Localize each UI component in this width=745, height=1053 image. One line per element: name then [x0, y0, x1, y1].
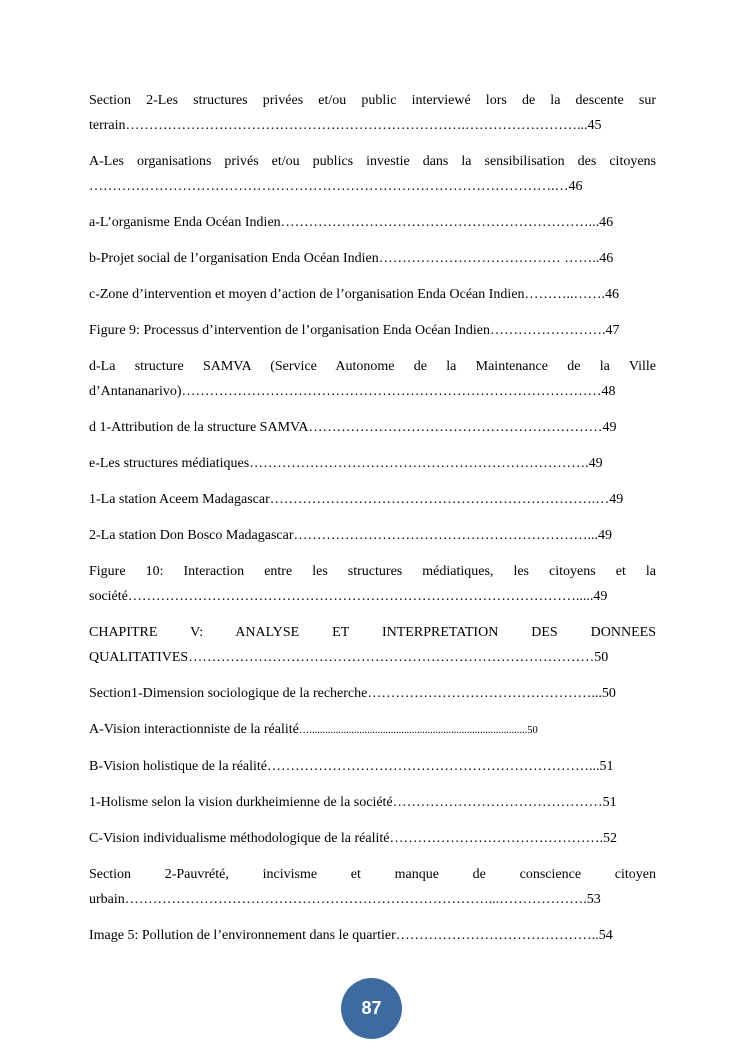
- toc-entry-holisme: 1-Holisme selon la vision durkheimienne de la société………………………………………51: [89, 795, 617, 810]
- toc-entry-vision-interactionniste: [89, 717, 656, 743]
- toc-entry-figure-9: Figure 9: Processus d’intervention de l’organisation Enda Océan Indien…………………….47: [89, 323, 620, 338]
- toc-entry-samva: [89, 354, 656, 404]
- page-number: 87: [361, 998, 382, 1018]
- toc-entry-line1: Section 2-Les structures privées et/ou public interviewé lors de la descente sur: [89, 93, 656, 108]
- toc-entry-individualisme: C-Vision individualisme méthodologique de la réalité……………………………………….52: [89, 831, 617, 846]
- toc-entry-zone-intervention: c-Zone d’intervention et moyen d’action de l’organisation Enda Océan Indien………..…….46: [89, 287, 620, 302]
- toc-entry-line1: d-La structure SAMVA (Service Autonome de la Maintenance de la Ville: [89, 359, 656, 374]
- toc-entry-attribution-samva: d 1-Attribution de la structure SAMVA………………………………………………………49: [89, 420, 617, 435]
- toc-entry-line2: d’Antananarivo)………………………………………………………………………………48: [89, 384, 616, 399]
- page-number-badge: [341, 978, 402, 1039]
- toc-entry-title: A-Vision interactionniste de la réalité: [89, 722, 299, 737]
- toc-entry-image-5: Image 5: Pollution de l’environnement dans le quartier……………………………………..54: [89, 928, 613, 943]
- toc-entry-line1: A-Les organisations privés et/ou publics investie dans la sensibilisation des citoyens: [89, 154, 656, 169]
- toc-entry-line2: urbain……………………………………………………………………...……………….53: [89, 892, 601, 907]
- toc-entry-structures-mediatiques: e-Les structures médiatiques……………………………………………………………….49: [89, 456, 603, 471]
- toc-entry-line1: CHAPITRE V: ANALYSE ET INTERPRETATION DES DONNEES: [89, 625, 656, 640]
- toc-entry-section-1: Section1-Dimension sociologique de la recherche…………………………………………...50: [89, 686, 616, 701]
- toc-entry-enda: a-L’organisme Enda Océan Indien…………………………………………………………...46: [89, 215, 614, 230]
- toc-entry-line2: terrain……………………………………………………………….……………………...45: [89, 118, 602, 133]
- toc-entry-line2: société…………………………………………………………………………………….....49: [89, 589, 608, 604]
- toc-entry-line1: Figure 10: Interaction entre les structures médiatiques, les citoyens et la: [89, 564, 656, 579]
- toc-entry-organisations: [89, 149, 656, 199]
- toc-entry-section-2: [89, 88, 656, 138]
- toc-entry-line2: QUALITATIVES……………………………………………………………………………50: [89, 650, 609, 665]
- table-of-contents: [89, 88, 656, 959]
- toc-entry-section-2-pauvrete: [89, 862, 656, 912]
- toc-entry-aceem: 1-La station Aceem Madagascar…………………………………………………………….…49: [89, 492, 624, 507]
- toc-entry-line2: ……………………………………………………………………………………….…46: [89, 179, 583, 194]
- toc-entry-line1: Section 2-Pauvrété, incivisme et manque de conscience citoyen: [89, 867, 656, 882]
- toc-entry-projet-social: b-Projet social de l’organisation Enda Océan Indien………………………………… ……..46: [89, 251, 614, 266]
- toc-entry-vision-holistique: B-Vision holistique de la réalité……………………………………………………………...51: [89, 759, 614, 774]
- toc-entry-chapitre-5: [89, 620, 656, 670]
- toc-entry-figure-10: [89, 559, 656, 609]
- toc-entry-don-bosco: 2-La station Don Bosco Madagascar………………………………………………………...49: [89, 528, 612, 543]
- toc-entry-leader: …...................................................................................50: [298, 725, 538, 736]
